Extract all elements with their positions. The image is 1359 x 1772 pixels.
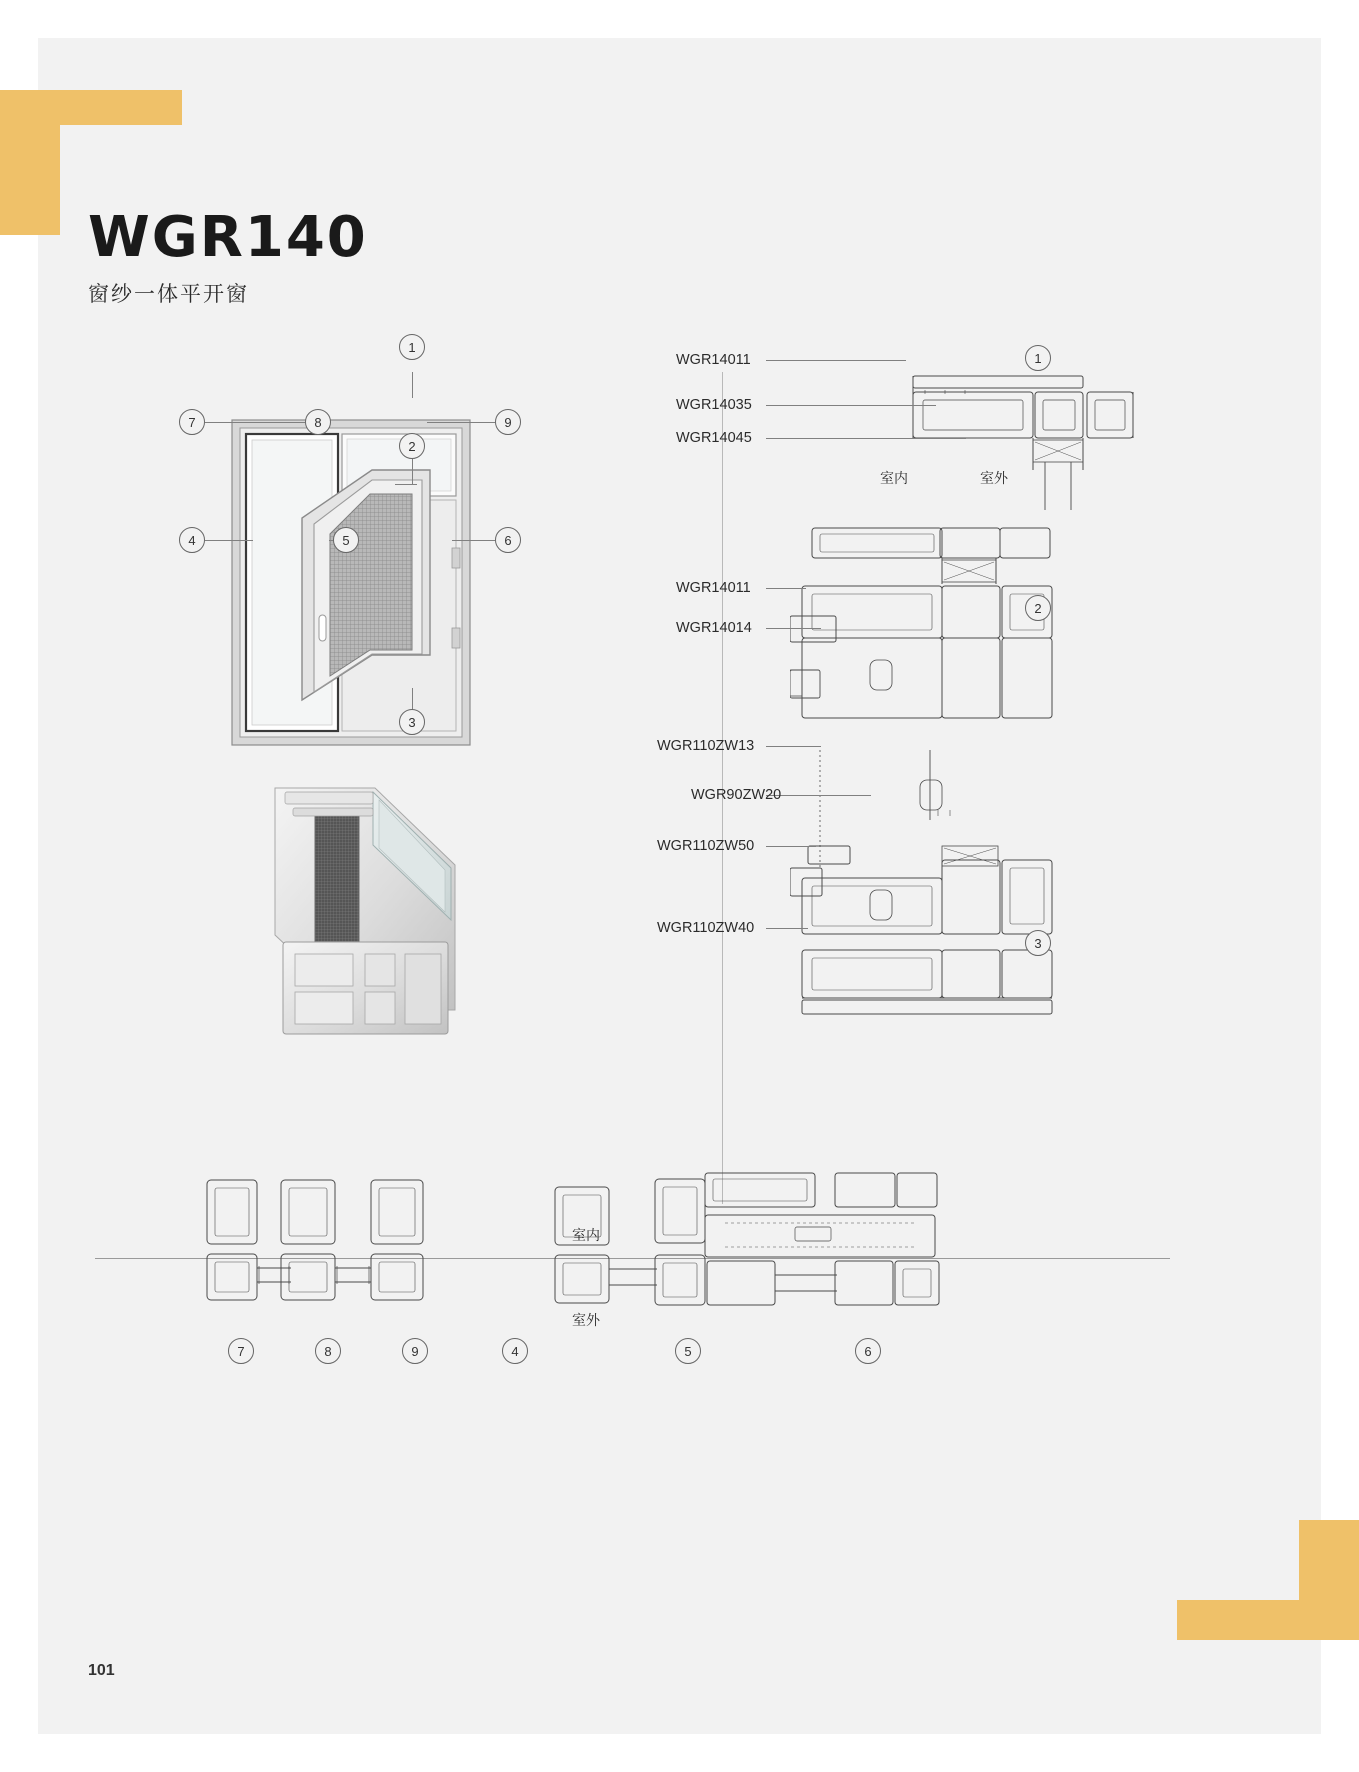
leader-7 — [205, 422, 305, 423]
label-indoor-top: 室内 — [880, 470, 908, 486]
leader-label-6 — [766, 746, 821, 747]
callout-bubble-bottom-6: 6 — [855, 1338, 881, 1364]
page-number: 101 — [88, 1662, 115, 1679]
callout-bubble-bottom-8: 8 — [315, 1338, 341, 1364]
leader-4 — [205, 540, 253, 541]
leader-label-8 — [766, 846, 816, 847]
part-label-wgr90zw20: WGR90ZW20 — [691, 787, 782, 803]
part-label-wgr110zw40: WGR110ZW40 — [657, 920, 755, 936]
label-outdoor-top: 室外 — [980, 470, 1008, 486]
part-label-wgr14014: WGR14014 — [676, 620, 752, 636]
label-outdoor-bottom: 室外 — [572, 1312, 600, 1328]
detail-drawing-2 — [790, 520, 1150, 750]
callout-bubble-4: 4 — [179, 527, 205, 553]
bottom-drawing-group-left — [195, 1170, 455, 1320]
part-label-wgr14035: WGR14035 — [676, 397, 752, 413]
page-title: WGR140 — [88, 205, 368, 270]
leader-label-2 — [766, 405, 936, 406]
corner-decoration-top-left-block — [0, 125, 60, 235]
callout-bubble-detail-1: 1 — [1025, 345, 1051, 371]
part-label-wgr110zw13: WGR110ZW13 — [657, 738, 755, 754]
leader-6 — [452, 540, 495, 541]
detail-drawing-1 — [905, 370, 1145, 510]
callout-bubble-bottom-9: 9 — [402, 1338, 428, 1364]
callout-bubble-6: 6 — [495, 527, 521, 553]
leader-1 — [412, 372, 413, 398]
callout-bubble-2: 2 — [399, 433, 425, 459]
leader-label-1 — [766, 360, 906, 361]
corner-decoration-top-left-bar — [0, 90, 182, 125]
callout-bubble-3: 3 — [399, 709, 425, 735]
part-label-wgr110zw50: WGR110ZW50 — [657, 838, 755, 854]
leader-9 — [427, 422, 495, 423]
callout-bubble-8: 8 — [305, 409, 331, 435]
title-block — [88, 205, 368, 308]
part-label-wgr14045: WGR14045 — [676, 430, 752, 446]
corner-decoration-bottom-right-block — [1299, 1520, 1359, 1600]
profile-section-photo — [255, 770, 485, 1060]
leader-label-4 — [766, 588, 806, 589]
bottom-drawing-group-right — [545, 1165, 1045, 1325]
part-label-wgr14011-top: WGR14011 — [676, 352, 751, 368]
page-subtitle: 窗纱一体平开窗 — [88, 283, 249, 306]
callout-bubble-detail-2: 2 — [1025, 595, 1051, 621]
leader-2 — [412, 459, 413, 484]
leader-label-7 — [766, 795, 871, 796]
label-indoor-bottom: 室内 — [572, 1227, 600, 1243]
leader-label-5 — [766, 628, 821, 629]
leader-label-3 — [766, 438, 966, 439]
callout-bubble-1: 1 — [399, 334, 425, 360]
callout-bubble-bottom-4: 4 — [502, 1338, 528, 1364]
callout-bubble-detail-3: 3 — [1025, 930, 1051, 956]
callout-bubble-9: 9 — [495, 409, 521, 435]
part-label-wgr14011-mid: WGR14011 — [676, 580, 751, 596]
callout-bubble-bottom-7: 7 — [228, 1338, 254, 1364]
callout-bubble-7: 7 — [179, 409, 205, 435]
corner-decoration-bottom-right-bar — [1177, 1600, 1359, 1640]
leader-label-9 — [766, 928, 808, 929]
leader-2b — [395, 484, 417, 485]
callout-bubble-5: 5 — [333, 527, 359, 553]
callout-bubble-bottom-5: 5 — [675, 1338, 701, 1364]
window-illustration — [190, 400, 540, 790]
